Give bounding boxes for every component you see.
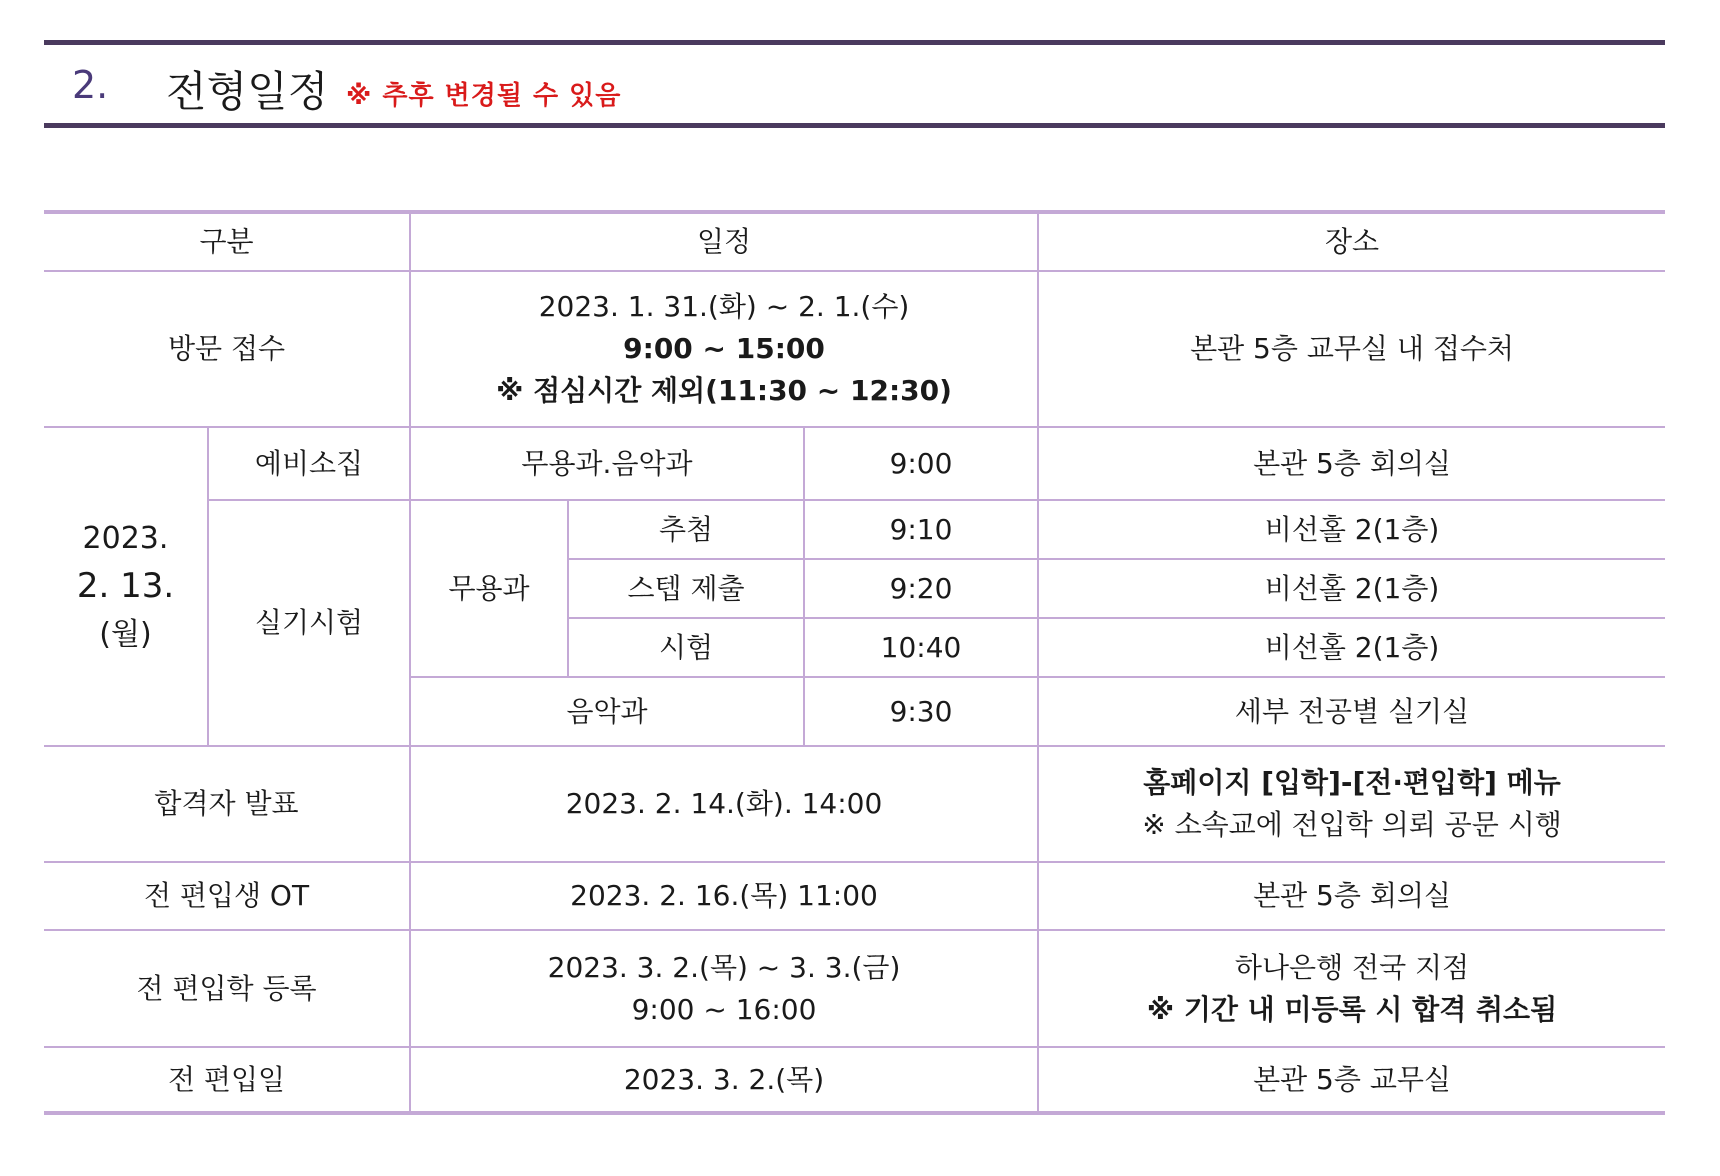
music-dept: 음악과: [410, 677, 804, 746]
dance-place: 비선홀 2(1층): [1038, 618, 1665, 677]
prelim-place: 본관 5층 회의실: [1038, 427, 1665, 500]
visit-label: 방문 접수: [44, 271, 410, 427]
header-place: 장소: [1038, 212, 1665, 271]
announcement-place: [1038, 746, 1665, 862]
orientation-label: 전 편입생 OT: [44, 862, 410, 930]
exam-date-year: 2023.: [82, 521, 169, 556]
registration-date-range: 2023. 3. 2.(목) ~ 3. 3.(금): [547, 950, 901, 984]
table-row-announcement: [44, 746, 1665, 862]
announcement-homepage-menu: 홈페이지 [입학]-[전·편입학] 메뉴: [1143, 766, 1561, 799]
exam-date-day: 2. 13.: [76, 566, 175, 606]
visit-lunch-note: ※ 점심시간 제외(11:30 ~ 12:30): [496, 374, 952, 407]
registration-label: 전 편입학 등록: [44, 930, 410, 1047]
table-row-dance-draw: [44, 500, 1665, 559]
prelim-time: 9:00: [804, 427, 1038, 500]
registration-hours: 9:00 ~ 16:00: [631, 992, 817, 1026]
announcement-schedule: 2023. 2. 14.(화). 14:00: [410, 746, 1038, 862]
dance-place: 비선홀 2(1층): [1038, 500, 1665, 559]
orientation-place: 본관 5층 회의실: [1038, 862, 1665, 930]
orientation-schedule: 2023. 2. 16.(목) 11:00: [410, 862, 1038, 930]
exam-date-weekday: (월): [99, 617, 152, 652]
dance-item: 추첨: [568, 500, 804, 559]
dance-place: 비선홀 2(1층): [1038, 559, 1665, 618]
dance-item: 시험: [568, 618, 804, 677]
header-category: 구분: [44, 212, 410, 271]
visit-place: 본관 5층 교무실 내 접수처: [1038, 271, 1665, 427]
visit-date-range: 2023. 1. 31.(화) ~ 2. 1.(수): [538, 290, 910, 323]
dance-time: 9:20: [804, 559, 1038, 618]
announcement-label: 합격자 발표: [44, 746, 410, 862]
schedule-table: [44, 210, 1665, 1115]
exam-date-cell: [44, 427, 208, 746]
registration-cancel-note: ※ 기간 내 미등록 시 합격 취소됨: [1146, 992, 1558, 1026]
table-row-transfer-day: [44, 1047, 1665, 1113]
practical-label: 실기시험: [208, 500, 410, 746]
table-row-visit: [44, 271, 1665, 427]
section-header: [44, 40, 1665, 128]
registration-schedule: [410, 930, 1038, 1047]
dance-time: 9:10: [804, 500, 1038, 559]
table-row-registration: [44, 930, 1665, 1047]
visit-schedule: [410, 271, 1038, 427]
table-header-row: [44, 212, 1665, 271]
transfer-day-label: 전 편입일: [44, 1047, 410, 1113]
dance-dept-label: 무용과: [410, 500, 568, 677]
transfer-day-place: 본관 5층 교무실: [1038, 1047, 1665, 1113]
section-title: 전형일정: [166, 67, 329, 116]
registration-place: [1038, 930, 1665, 1047]
music-place: 세부 전공별 실기실: [1038, 677, 1665, 746]
visit-hours: 9:00 ~ 15:00: [623, 332, 825, 365]
table-row-prelim: [44, 427, 1665, 500]
transfer-day-schedule: 2023. 3. 2.(목): [410, 1047, 1038, 1113]
section-change-note: ※ 추후 변경될 수 있음: [346, 81, 622, 111]
dance-time: 10:40: [804, 618, 1038, 677]
header-schedule: 일정: [410, 212, 1038, 271]
music-time: 9:30: [804, 677, 1038, 746]
announcement-official-letter-note: ※ 소속교에 전입학 의뢰 공문 시행: [1142, 808, 1562, 841]
dance-item: 스텝 제출: [568, 559, 804, 618]
table-row-orientation: [44, 862, 1665, 930]
registration-bank: 하나은행 전국 지점: [1234, 950, 1470, 984]
section-number: 2.: [72, 63, 109, 107]
prelim-label: 예비소집: [208, 427, 410, 500]
prelim-dept: 무용과.음악과: [410, 427, 804, 500]
